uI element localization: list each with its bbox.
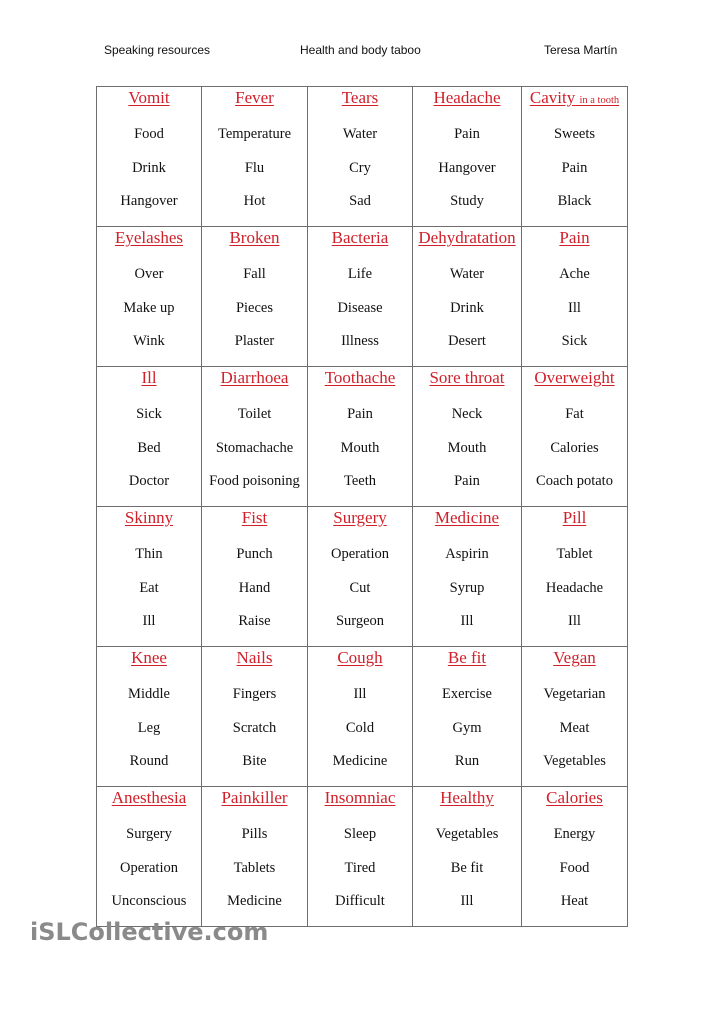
card-title [202,88,307,108]
card-title-word: Sore throat [429,368,505,387]
forbidden-words [202,118,307,219]
card-title [522,788,627,808]
forbidden-word: Ill [568,299,581,316]
forbidden-word: Meat [559,719,590,736]
forbidden-word: Pain [454,126,480,142]
watermark-logo: iSLCollective.com [30,918,269,946]
taboo-card [413,367,522,507]
card-title-word: Surgery [333,508,387,527]
taboo-card [308,787,413,927]
taboo-card [522,227,628,367]
card-title [308,228,412,248]
forbidden-word: Ill [353,686,367,702]
forbidden-word: Aspirin [445,546,489,562]
forbidden-words [202,818,307,919]
forbidden-word: Punch [236,546,273,562]
taboo-card [522,787,628,927]
card-title-word: Cough [337,648,383,667]
forbidden-word: Ill [568,613,581,629]
card-row [97,507,628,647]
forbidden-word: Difficult [335,893,385,909]
forbidden-word: Hangover [120,193,178,209]
card-title-word: Skinny [124,508,174,527]
forbidden-word: Vegetables [543,753,606,769]
card-title-word: Vegan [553,648,596,667]
card-title [202,368,307,388]
forbidden-word: Make up [123,299,175,316]
forbidden-words [413,678,521,779]
forbidden-word: Be fit [450,859,484,876]
taboo-card [308,87,413,227]
forbidden-word: Headache [545,579,604,596]
taboo-card [202,227,308,367]
taboo-card [97,87,202,227]
taboo-card [522,87,628,227]
forbidden-word: Bed [137,439,161,456]
card-title [413,508,521,528]
forbidden-words [522,538,627,639]
card-title [97,88,201,108]
card-title [97,508,201,528]
forbidden-words [202,398,307,499]
taboo-card [413,507,522,647]
forbidden-word: Sad [349,193,371,209]
card-title-word: Healthy [440,788,494,807]
taboo-card [308,647,413,787]
card-title [413,788,521,808]
forbidden-word: Medicine [332,753,388,769]
taboo-card [413,87,522,227]
card-title-word: Fist [241,508,268,527]
forbidden-word: Exercise [442,686,492,702]
taboo-card [97,367,202,507]
header-left: Speaking resources [104,43,211,57]
card-title-word: Diarrhoea [220,368,289,387]
forbidden-word: Hand [238,579,271,596]
forbidden-word: Fingers [232,686,277,702]
forbidden-word: Temperature [217,126,292,142]
forbidden-word: Black [557,193,592,209]
card-title [522,228,627,248]
forbidden-word: Sick [136,406,162,422]
card-title [308,88,412,108]
taboo-card [202,787,308,927]
taboo-card [97,647,202,787]
forbidden-words [202,678,307,779]
forbidden-words [308,258,412,359]
forbidden-word: Ill [460,893,474,909]
card-title-word: Nails [236,648,273,667]
card-title [308,788,412,808]
taboo-card [413,227,522,367]
forbidden-word: Food poisoning [209,473,300,489]
forbidden-words [413,258,521,359]
forbidden-word: Illness [341,333,379,349]
forbidden-word: Operation [120,859,178,876]
forbidden-word: Mouth [447,439,487,456]
card-title-word: Overweight [534,368,615,387]
forbidden-word: Over [134,266,164,282]
forbidden-words [413,118,521,219]
card-title-word: Fever [235,88,274,107]
card-title [522,368,627,388]
forbidden-word: Flu [244,159,265,176]
card-title [97,648,201,668]
forbidden-words [413,818,521,919]
taboo-card [522,507,628,647]
forbidden-word: Sick [561,333,588,349]
forbidden-word: Water [342,126,378,142]
card-title-word: Knee [131,648,167,667]
forbidden-words [413,538,521,639]
card-title-subtitle: in a tooth [579,95,620,106]
forbidden-word: Cry [349,159,371,176]
card-title [522,88,627,108]
forbidden-words [308,818,412,919]
card-title-word: Eyelashes [115,228,183,247]
forbidden-word: Cold [345,719,375,736]
forbidden-word: Pain [454,473,480,489]
card-title [202,648,307,668]
forbidden-words [522,818,627,919]
taboo-card [308,227,413,367]
forbidden-word: Fat [565,406,584,422]
forbidden-word: Tired [344,859,376,876]
forbidden-word: Study [450,193,484,209]
card-title-word: Painkiller [221,788,288,807]
forbidden-word: Tablet [556,546,593,562]
taboo-card [413,647,522,787]
forbidden-word: Drink [132,159,166,176]
card-title [97,228,201,248]
card-row [97,87,628,227]
forbidden-word: Hangover [438,159,496,176]
forbidden-word: Round [129,753,169,769]
card-title-word: Medicine [434,508,500,527]
card-row [97,787,628,927]
taboo-card [308,507,413,647]
forbidden-words [97,818,201,919]
forbidden-word: Pieces [235,299,274,316]
forbidden-word: Wink [133,333,165,349]
forbidden-words [97,398,201,499]
forbidden-word: Hot [243,193,266,209]
card-title-word: Dehydratation [418,228,516,247]
card-title [413,228,521,248]
card-title [522,508,627,528]
card-title [413,88,521,108]
forbidden-word: Cut [349,579,371,596]
forbidden-word: Coach potato [536,473,613,489]
forbidden-word: Middle [128,686,170,702]
taboo-card [413,787,522,927]
card-title-word: Tears [341,88,379,107]
card-title-word: Be fit [447,648,487,667]
forbidden-word: Operation [331,546,389,562]
forbidden-word: Ill [460,613,474,629]
card-title [202,788,307,808]
forbidden-word: Vegetarian [543,686,606,702]
forbidden-word: Drink [450,299,484,316]
card-title [308,508,412,528]
forbidden-word: Desert [448,333,486,349]
card-title [97,368,201,388]
forbidden-word: Pain [561,159,588,176]
forbidden-word: Plaster [234,333,275,349]
card-title-word: Anesthesia [111,788,187,807]
forbidden-word: Raise [238,613,271,629]
forbidden-word: Ill [142,613,156,629]
forbidden-word: Energy [553,826,596,842]
card-title-word: Bacteria [331,228,389,247]
forbidden-word: Disease [337,299,383,316]
forbidden-words [97,678,201,779]
card-title-word: Vomit [128,88,170,107]
forbidden-word: Calories [550,439,599,456]
forbidden-word: Teeth [344,473,376,489]
card-title [413,368,521,388]
forbidden-word: Neck [451,406,483,422]
forbidden-words [308,398,412,499]
forbidden-word: Doctor [128,473,170,489]
forbidden-word: Water [449,266,485,282]
forbidden-word: Ache [559,266,590,282]
forbidden-word: Syrup [449,579,485,596]
card-title [413,648,521,668]
card-title-word: Cavity [529,88,576,107]
card-title-word: Pain [559,228,590,247]
forbidden-word: Gym [452,719,482,736]
forbidden-word: Food [134,126,164,142]
forbidden-words [522,398,627,499]
forbidden-word: Life [347,266,373,282]
card-title [202,508,307,528]
card-title-word: Toothache [324,368,396,387]
forbidden-word: Pills [241,826,268,842]
card-row [97,647,628,787]
card-title-word: Insomniac [324,788,396,807]
forbidden-words [308,118,412,219]
card-row [97,227,628,367]
forbidden-word: Tablets [233,859,276,876]
forbidden-word: Vegetables [435,826,499,842]
forbidden-words [202,258,307,359]
forbidden-words [308,678,412,779]
card-title [522,648,627,668]
forbidden-word: Leg [137,719,161,736]
forbidden-word: Eat [139,579,159,596]
forbidden-word: Sweets [553,126,596,142]
card-title [308,368,412,388]
forbidden-word: Scratch [232,719,277,736]
taboo-card [308,367,413,507]
taboo-card [522,367,628,507]
card-title-word: Headache [433,88,501,107]
card-title [97,788,201,808]
forbidden-words [522,118,627,219]
forbidden-word: Run [454,753,480,769]
forbidden-words [522,258,627,359]
forbidden-word: Medicine [227,893,282,909]
card-title-word: Pill [562,508,587,527]
forbidden-word: Toilet [237,406,272,422]
forbidden-words [522,678,627,779]
taboo-cards-table [96,86,628,927]
taboo-card [522,647,628,787]
card-title-word: Broken [229,228,280,247]
forbidden-word: Sleep [343,826,377,842]
card-title-word: Ill [141,368,157,387]
forbidden-words [97,538,201,639]
forbidden-word: Stomachache [215,439,294,456]
forbidden-word: Surgeon [335,613,385,629]
taboo-card [97,227,202,367]
taboo-card [202,87,308,227]
forbidden-words [97,118,201,219]
forbidden-words [413,398,521,499]
forbidden-word: Heat [560,893,589,909]
forbidden-word: Thin [135,546,163,562]
forbidden-word: Surgery [126,826,172,842]
taboo-card [97,507,202,647]
forbidden-words [202,538,307,639]
taboo-card [202,507,308,647]
taboo-card [202,367,308,507]
taboo-card [202,647,308,787]
forbidden-word: Food [559,859,590,876]
forbidden-word: Unconscious [111,893,187,909]
forbidden-word: Pain [347,406,373,422]
forbidden-word: Bite [242,753,267,769]
card-title [308,648,412,668]
card-row [97,367,628,507]
card-title-word: Calories [546,788,603,807]
forbidden-words [308,538,412,639]
card-title [202,228,307,248]
header-author: Teresa Martín [544,43,618,57]
forbidden-words [97,258,201,359]
taboo-card [97,787,202,927]
forbidden-word: Fall [243,266,266,282]
header-title: Health and body taboo [300,43,421,57]
forbidden-word: Mouth [340,439,380,456]
